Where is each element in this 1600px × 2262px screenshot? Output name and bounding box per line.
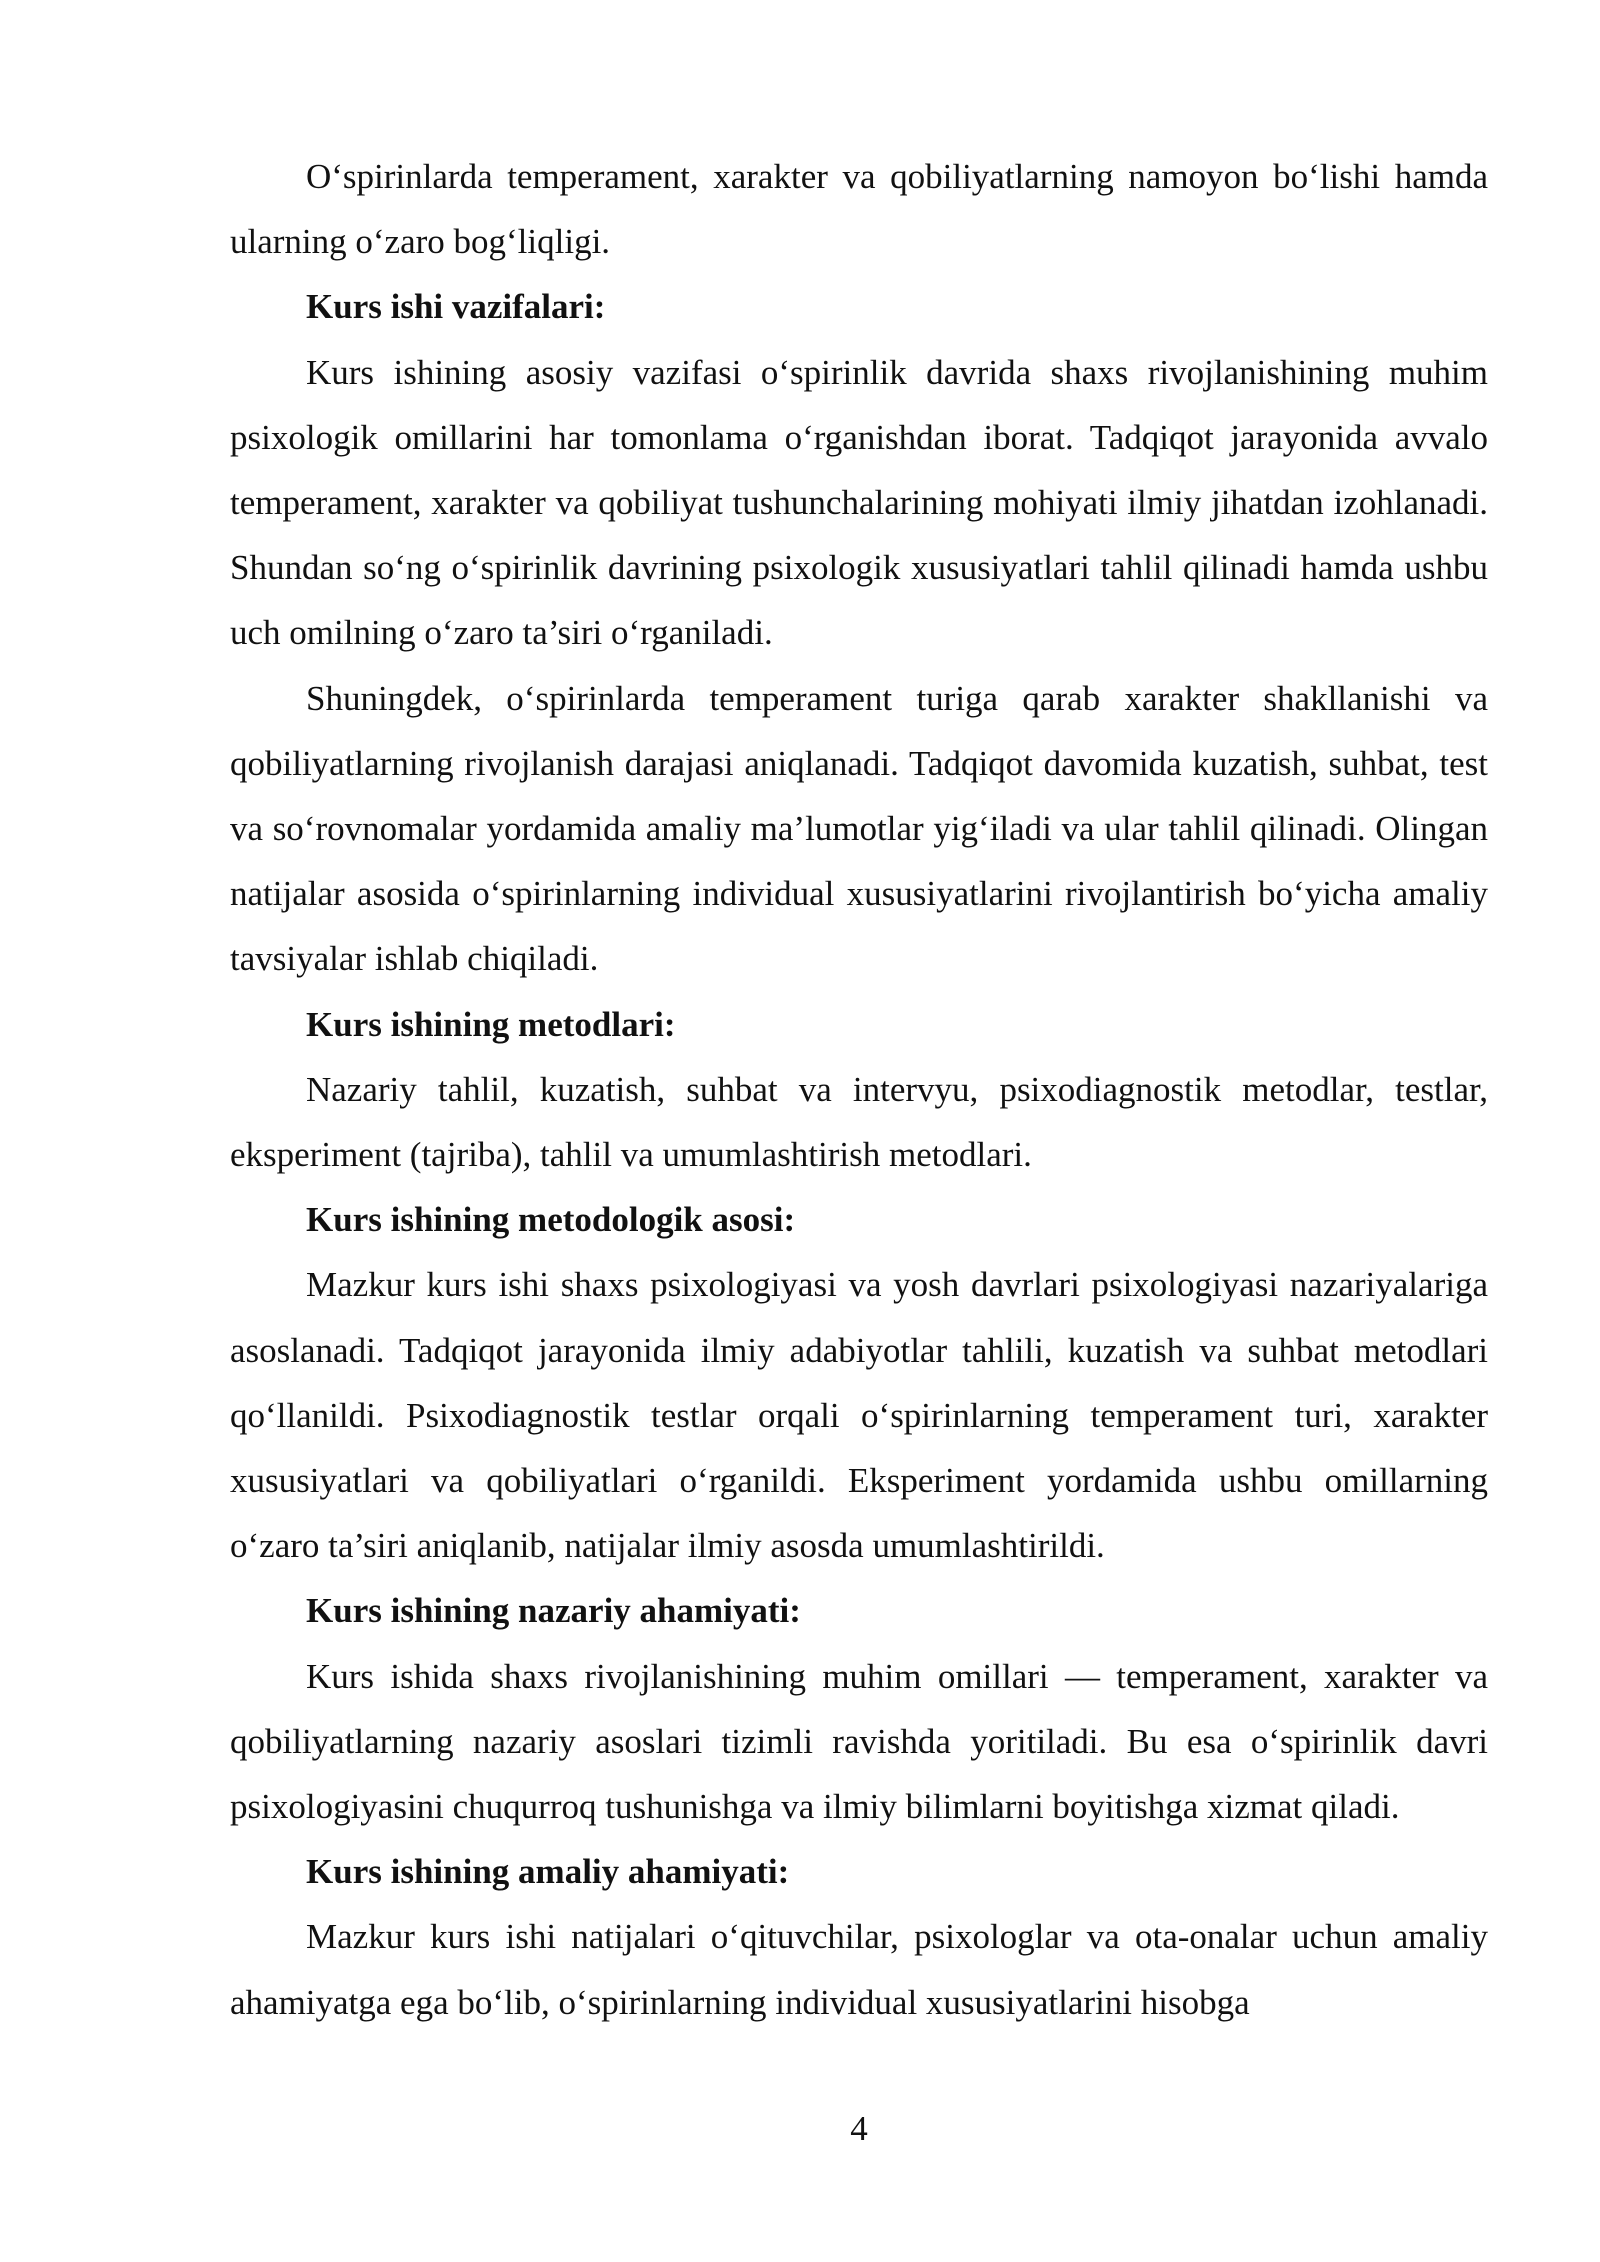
section-heading: Kurs ishining amaliy ahamiyati: xyxy=(306,1852,790,1892)
section-heading: Kurs ishining metodologik asosi: xyxy=(306,1200,796,1240)
body-paragraph: Nazariy tahlil, kuzatish, suhbat va intervyu, psixodiagnostik metodlar, testlar, eksperiment (tajriba), tahlil va umumlashtirish metodlari. xyxy=(230,1069,1488,1175)
body-paragraph: O‘spirinlarda temperament, xarakter va qobiliyatlarning namoyon bo‘lishi hamda ularning o‘zaro bog‘liqligi. xyxy=(230,157,1488,262)
section-heading: Kurs ishining metodlari: xyxy=(306,1004,676,1044)
body-paragraph: Mazkur kurs ishi shaxs psixologiyasi va yosh davrlari psixologiyasi nazariyalariga asoslanadi. Tadqiqot jarayonida ilmiy adabiyotlar tahlili, kuzatish va suhbat metodlari qo‘llanildi. Psixodiagnostik testlar orqali o‘spirinlarning temperament turi, xarakter xususiyatlari va qobiliyatlari o‘rganildi. Eksperiment yordamida ushbu omillarning o‘zaro ta’siri aniqlanib, natijalar ilmiy asosda umumlashtirildi. xyxy=(230,1265,1488,1566)
page-body xyxy=(230,144,1488,2035)
body-paragraph: Shuningdek, o‘spirinlarda temperament turiga qarab xarakter shakllanishi va qobiliyatlarning rivojlanish darajasi aniqlanadi. Tadqiqot davomida kuzatish, suhbat, test va so‘rovnomalar yordamida amaliy ma’lumotlar yig‘iladi va ular tahlil qilinadi. Olingan natijalar asosida o‘spirinlarning individual xususiyatlarini rivojlantirish bo‘yicha amaliy tavsiyalar ishlab chiqiladi. xyxy=(230,678,1488,979)
body-paragraph: Kurs ishining asosiy vazifasi o‘spirinlik davrida shaxs rivojlanishining muhim psixologik omillarini har tomonlama o‘rganishdan iborat. Tadqiqot jarayonida avvalo temperament, xarakter va qobiliyat tushunchalarining mohiyati ilmiy jihatdan izohlanadi. Shundan so‘ng o‘spirinlik davrining psixologik xususiyatlari tahlil qilinadi hamda ushbu uch omilning o‘zaro ta’siri o‘rganiladi. xyxy=(230,352,1488,653)
page-number: 4 xyxy=(850,2109,868,2148)
body-paragraph: Mazkur kurs ishi natijalari o‘qituvchilar, psixologlar va ota-onalar uchun amaliy ahamiyatga ega bo‘lib, o‘spirinlarning individual xususiyatlarini hisobga xyxy=(230,1917,1488,2022)
body-paragraph: Kurs ishida shaxs rivojlanishining muhim omillari — temperament, xarakter va qobiliyatlarning nazariy asoslari tizimli ravishda yoritiladi. Bu esa o‘spirinlik davri psixologiyasini chuqurroq tushunishga va ilmiy bilimlarni boyitishga xizmat qiladi. xyxy=(230,1656,1488,1827)
section-heading: Kurs ishi vazifalari: xyxy=(306,287,606,327)
section-heading: Kurs ishining nazariy ahamiyati: xyxy=(306,1591,801,1631)
